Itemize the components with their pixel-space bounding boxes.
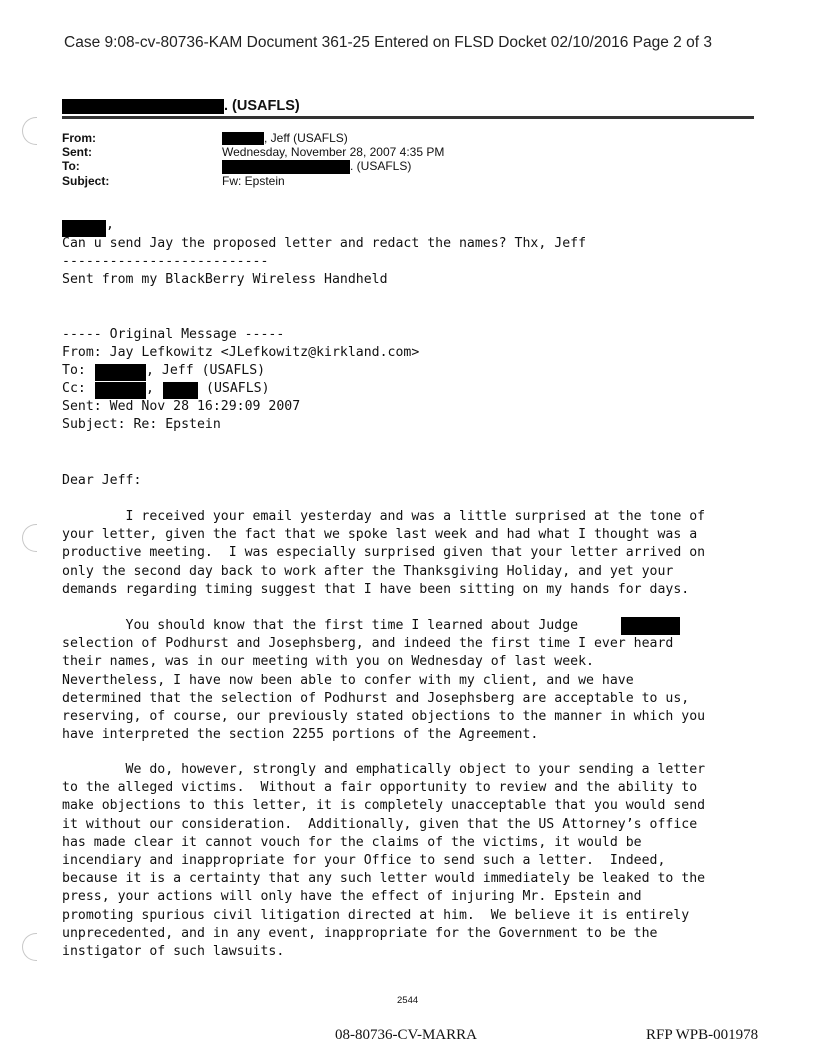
signature-line: Sent from my BlackBerry Wireless Handheld [62,272,388,287]
paragraph-2: You should know that the first time I learned about Judge selection of Podhurst and Josephsberg, and indeed the first time I ever heard their names, was in our meeting with you on Wednesday of last week. Nevertheless, I have now been able to confer with my client, and we have determined that the selection of Podhurst and Josephsberg are acceptable to us, reserving, of course, our previously stated objections to the manner in which you have interpreted the section 2255 portions of the Agreement. [62,618,706,743]
from-value-text: , Jeff (USAFLS) [264,131,348,145]
hole-punch-mark [22,933,37,961]
footer-case-number: 08-80736-CV-MARRA [335,1027,477,1043]
footer-bates-number: RFP WPB-001978 [646,1027,759,1043]
to-label: To: [62,159,80,173]
separator-line: -------------------------- [62,254,269,269]
redaction-bar [222,132,264,145]
sent-label: Sent: [62,145,92,159]
sender-line [62,98,300,114]
original-sent: Sent: Wed Nov 28 16:29:09 2007 [62,399,301,414]
paragraph-1: I received your email yesterday and was a little surprised at the tone of your letter, given the fact that we spoke last week and had what I thought was a productive meeting. I was especially surprised given that your letter arrived on only the second day back to work after the Thanksgiving Holiday, and yet your demands regarding timing suggest that I have been sitting on my hands for days. [62,509,706,597]
sent-value: Wednesday, November 28, 2007 4:35 PM [222,145,445,159]
original-subject: Subject: Re: Epstein [62,417,221,432]
from-label: From: [62,131,96,145]
page-number: 2544 [397,995,419,1006]
subject-label: Subject: [62,174,110,188]
redaction-bar [163,382,198,399]
message-line: Can u send Jay the proposed letter and redact the names? Thx, Jeff [62,236,587,251]
original-from: From: Jay Lefkowitz <JLefkowitz@kirkland.com> [62,345,420,360]
original-to-value: , Jeff (USAFLS) [146,363,266,378]
original-cc-label: Cc: [62,381,86,396]
redaction-bar [95,364,146,381]
original-cc-comma: , [146,381,154,396]
redaction-bar [62,99,224,114]
subject-value: Fw: Epstein [222,174,285,188]
paragraph-3: We do, however, strongly and emphatically object to your sending a letter to the alleged victims. Without a fair opportunity to review and the ability to make objections to this letter, it is completely unacceptable that you would send it without our consideration. Additionally, given that the US Attorney’s office has made clear it cannot vouch for the claims of the victims, it would be incendiary and inappropriate for your Office to send such a letter. Indeed, because it is a certainty that any such letter would immediately be leaked to the press, your actions will only have the effect of injuring Mr. Epstein and promoting spurious civil litigation directed at him. We believe it is entirely unprecedented, and in any event, inappropriate for the Government to be the instigator of such lawsuits. [62,762,706,960]
case-header: Case 9:08-cv-80736-KAM Document 361-25 Entered on FLSD Docket 02/10/2016 Page 2 of 3 [64,34,712,51]
to-value [222,159,411,174]
hole-punch-mark [22,117,37,145]
hole-punch-mark [22,524,37,552]
to-value-text: . (USAFLS) [350,159,412,173]
original-heading: ----- Original Message ----- [62,327,285,342]
sender-line-text: . (USAFLS) [224,98,300,114]
redaction-bar [222,160,350,174]
redaction-bar [621,617,680,635]
original-cc-value: (USAFLS) [206,381,270,396]
from-value [222,131,348,145]
salutation-comma: , [106,217,114,232]
redaction-bar [95,382,146,399]
header-rule [62,116,754,119]
greeting: Dear Jeff: [62,473,142,488]
original-to-label: To: [62,363,86,378]
